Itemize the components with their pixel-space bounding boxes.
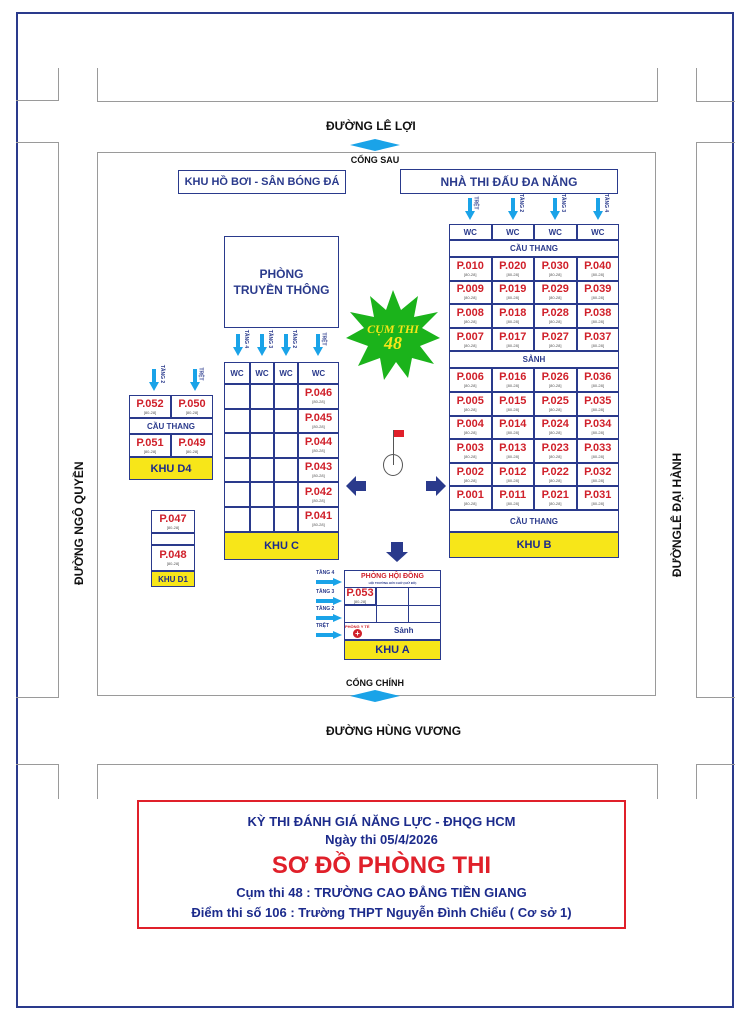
room-number: P.043 (304, 461, 333, 474)
room-number: P.011 (499, 489, 527, 502)
wc-cell (298, 362, 339, 384)
road-edge-south-block (97, 764, 658, 799)
floor-arrow-icon (233, 334, 243, 356)
room-capacity: [80-28] (353, 599, 367, 604)
khu-a-council: PHÒNG HỘI ĐỒNG (360, 573, 424, 580)
floor-label: TẦNG 4 (602, 193, 609, 213)
medical-room-label: PHÒNG Y TẾ (345, 624, 370, 629)
room-cell[interactable] (534, 463, 577, 487)
room-number: P.007 (456, 330, 484, 343)
room-number: P.002 (456, 465, 484, 478)
room-capacity: [80-28] (549, 295, 562, 301)
info-panel (137, 800, 626, 929)
floor-label: TẦNG 2 (316, 606, 335, 612)
room-number: P.051 (136, 436, 164, 449)
room-number: P.018 (499, 306, 527, 319)
room-number: P.049 (178, 436, 206, 449)
wc-cell (224, 362, 250, 384)
room-cell[interactable] (449, 439, 492, 463)
room-number: P.008 (456, 306, 484, 319)
room-number: P.052 (136, 397, 164, 410)
room-capacity: [80-28] (185, 409, 199, 415)
cluster-badge-line2: 48 (384, 333, 402, 353)
flag-icon (394, 430, 404, 437)
room-capacity: [80-28] (506, 295, 519, 301)
floor-label: TẦNG 2 (517, 193, 524, 213)
room-cell[interactable] (534, 257, 577, 281)
floor-arrow-icon (316, 631, 342, 639)
pool-area-label: KHU HỒ BƠI - SÂN BÓNG ĐÁ (178, 170, 346, 194)
floor-label: TRỆT (316, 623, 330, 629)
room-capacity: [80-28] (312, 399, 325, 405)
room-number: P.044 (304, 436, 333, 449)
room-cell[interactable] (171, 395, 213, 418)
room-number: P.047 (159, 512, 187, 525)
room-number: P.022 (541, 465, 569, 478)
room-number: P.012 (499, 465, 527, 478)
room-capacity: [80-28] (312, 522, 325, 528)
room-capacity: [80-28] (506, 383, 519, 389)
room-cell[interactable] (129, 395, 171, 418)
wc-label: WC (506, 227, 520, 237)
empty-cell (250, 433, 274, 458)
media-room-line1: PHÒNG (259, 267, 304, 281)
room-capacity: [80-28] (549, 406, 562, 412)
room-number: P.042 (304, 485, 333, 498)
lobby-label: SẢNH (449, 351, 619, 368)
room-capacity: [80-28] (591, 383, 604, 389)
room-number: P.039 (584, 283, 612, 296)
room-capacity: [80-28] (549, 318, 562, 324)
floor-label: TẦNG 3 (560, 193, 567, 213)
floor-label: TẦNG 2 (159, 364, 166, 384)
khu-a-building (344, 570, 441, 660)
room-capacity: [80-28] (464, 318, 477, 324)
floor-arrow-icon (316, 597, 342, 605)
arrow-right-icon (426, 476, 446, 496)
room-capacity: [80-28] (506, 501, 519, 507)
room-cell[interactable] (492, 368, 535, 392)
room-capacity: [80-28] (143, 448, 157, 454)
room-capacity: [80-28] (549, 342, 562, 348)
empty-cell (274, 409, 298, 434)
room-number: P.003 (456, 441, 484, 454)
room-number: P.034 (584, 418, 612, 431)
room-capacity: [80-28] (549, 271, 562, 277)
room-capacity: [80-28] (464, 501, 477, 507)
room-cell[interactable] (577, 439, 620, 463)
room-capacity: [80-28] (549, 383, 562, 389)
floor-label: TRỆT (320, 332, 327, 346)
room-capacity: [80-28] (464, 406, 477, 412)
arrow-down-icon (386, 542, 408, 562)
empty-cell (250, 482, 274, 507)
back-gate-label: CỔNG SAU (350, 155, 400, 165)
wc-cell (274, 362, 298, 384)
info-title: SƠ ĐỒ PHÒNG THI (271, 852, 492, 879)
room-number: P.038 (584, 306, 612, 319)
stairs-label: CẦU THANG (129, 418, 213, 434)
room-capacity: [80-28] (464, 453, 477, 459)
room-number: P.030 (541, 259, 569, 272)
empty-cell (250, 409, 274, 434)
media-room-line2: TRUYỀN THÔNG (233, 283, 330, 297)
wc-cell (534, 224, 577, 240)
empty-cell (274, 384, 298, 409)
room-cell[interactable] (577, 416, 620, 440)
floor-arrow-icon (316, 614, 342, 622)
room-cell[interactable] (129, 434, 171, 457)
khu-a-grid-h1 (344, 605, 441, 606)
floor-label: TẦNG 3 (267, 329, 274, 349)
room-number: P.046 (304, 387, 333, 400)
room-cell[interactable] (298, 458, 339, 483)
floor-arrow-icon (508, 198, 518, 220)
floor-arrow-icon (281, 334, 291, 356)
room-capacity: [80-28] (506, 318, 519, 324)
stairs-label: CẦU THANG (449, 240, 619, 257)
empty-cell (224, 433, 250, 458)
room-number: P.023 (541, 441, 569, 454)
room-capacity: [80-28] (591, 501, 604, 507)
room-number: P.037 (584, 330, 612, 343)
room-cell[interactable] (298, 409, 339, 434)
empty-cell (224, 384, 250, 409)
info-line5: Điểm thi số 106 : Trường THPT Nguyễn Đình Chiểu ( Cơ sở 1) (191, 905, 572, 920)
room-cell[interactable] (534, 439, 577, 463)
room-number: P.014 (499, 418, 527, 431)
empty-cell (250, 384, 274, 409)
room-number: P.005 (456, 394, 484, 407)
empty-cell (274, 433, 298, 458)
room-cell[interactable] (449, 281, 492, 305)
room-cell[interactable] (492, 439, 535, 463)
room-number: P.015 (499, 394, 527, 407)
room-number: P.053 (346, 587, 374, 599)
room-cell[interactable] (577, 304, 620, 328)
road-edge-nw-corner (58, 68, 59, 101)
room-cell[interactable] (534, 304, 577, 328)
room-capacity: [80-28] (549, 430, 562, 436)
room-number: P.040 (584, 259, 612, 272)
room-capacity: [80-28] (312, 423, 325, 429)
room-number: P.020 (499, 259, 527, 272)
room-capacity: [80-28] (166, 524, 180, 530)
khu-c-name: KHU C (224, 532, 339, 560)
room-capacity: [80-28] (312, 448, 325, 454)
room-cell[interactable] (577, 463, 620, 487)
khu-d1-name: KHU D1 (151, 571, 195, 587)
empty-cell (151, 533, 195, 545)
room-cell[interactable] (171, 434, 213, 457)
room-number: P.029 (541, 283, 569, 296)
street-east: ĐƯỜNGLÊ ĐẠI HÀNH (670, 452, 684, 577)
road-edge-north-block (97, 68, 658, 102)
empty-cell (274, 482, 298, 507)
info-line1: KỲ THI ĐÁNH GIÁ NĂNG LỰC - ĐHQG HCM (247, 814, 516, 829)
road-edge-south-left (16, 764, 59, 799)
room-capacity: [80-28] (464, 430, 477, 436)
room-cell[interactable] (449, 416, 492, 440)
floor-label: TẦNG 2 (291, 329, 298, 349)
floor-label: TẦNG 4 (243, 329, 250, 349)
room-number: P.050 (178, 397, 206, 410)
room-capacity: [80-28] (506, 477, 519, 483)
room-number: P.019 (499, 283, 527, 296)
room-capacity: [80-28] (143, 409, 157, 415)
room-number: P.028 (541, 306, 569, 319)
wc-cell (250, 362, 274, 384)
room-number: P.041 (304, 510, 333, 523)
floor-label: TẦNG 4 (316, 570, 335, 576)
khu-a-council-sub: HỘI TRƯỜNG ĐỜI CHỜ (GIỮ ĐỒ) (368, 581, 417, 585)
room-cell[interactable] (344, 587, 376, 605)
room-capacity: [80-28] (506, 271, 519, 277)
khu-d4-name: KHU D4 (129, 457, 213, 480)
room-number: P.006 (456, 371, 484, 384)
room-cell[interactable] (534, 328, 577, 352)
room-capacity: [80-28] (549, 477, 562, 483)
room-capacity: [80-28] (591, 271, 604, 277)
back-gate-arrow (350, 139, 400, 151)
room-number: P.025 (541, 394, 569, 407)
room-cell[interactable] (449, 304, 492, 328)
room-cell[interactable] (534, 416, 577, 440)
room-number: P.017 (499, 330, 527, 343)
info-line4: Cụm thi 48 : TRƯỜNG CAO ĐẲNG TIỀN GIANG (236, 885, 527, 900)
room-cell[interactable] (298, 433, 339, 458)
wc-cell (449, 224, 492, 240)
wc-label: WC (463, 227, 477, 237)
empty-cell (250, 458, 274, 483)
room-capacity: [80-28] (506, 342, 519, 348)
room-capacity: [80-28] (464, 271, 477, 277)
room-cell[interactable] (449, 368, 492, 392)
street-north: ĐƯỜNG LÊ LỢI (326, 119, 416, 133)
room-capacity: [80-28] (506, 453, 519, 459)
room-number: P.048 (159, 549, 187, 561)
room-cell[interactable] (298, 507, 339, 532)
khu-b-name: KHU B (449, 532, 619, 558)
cluster-badge-line1: CỤM THI (367, 322, 419, 336)
room-cell[interactable] (298, 384, 339, 409)
wc-label: WC (255, 368, 269, 378)
room-cell[interactable] (534, 281, 577, 305)
wc-label: WC (548, 227, 562, 237)
room-cell[interactable] (151, 545, 195, 571)
main-gate-label: CỔNG CHÍNH (346, 678, 404, 688)
room-capacity: [80-28] (464, 295, 477, 301)
floor-arrow-icon (593, 198, 603, 220)
empty-cell (274, 507, 298, 532)
wc-label: WC (591, 227, 605, 237)
room-cell[interactable] (449, 392, 492, 416)
room-number: P.021 (541, 489, 569, 502)
wc-label: WC (311, 368, 326, 378)
road-edge-west (16, 142, 59, 698)
room-number: P.036 (584, 371, 612, 384)
stairs-label: CẦU THANG (449, 510, 619, 532)
room-capacity: [80-28] (591, 406, 604, 412)
khu-d1-building (151, 510, 195, 587)
room-capacity: [80-28] (591, 453, 604, 459)
room-cell[interactable] (449, 463, 492, 487)
room-number: P.009 (456, 283, 484, 296)
floor-label: TẦNG 3 (316, 589, 335, 595)
floor-label: TRỆT (472, 196, 479, 210)
room-cell[interactable] (534, 486, 577, 510)
room-cell[interactable] (492, 416, 535, 440)
wc-cell (492, 224, 535, 240)
room-number: P.027 (541, 330, 569, 343)
khu-a-name: KHU A (344, 640, 441, 660)
room-cell[interactable] (577, 281, 620, 305)
khu-a-grid-h2 (344, 622, 441, 623)
room-capacity: [80-28] (591, 318, 604, 324)
room-cell[interactable] (534, 392, 577, 416)
street-west: ĐƯỜNG NGÔ QUYỀN (72, 461, 86, 585)
empty-cell (274, 458, 298, 483)
room-cell[interactable] (577, 257, 620, 281)
room-number: P.016 (499, 371, 527, 384)
room-number: P.035 (584, 394, 612, 407)
main-gate-arrow (350, 690, 400, 702)
floor-arrow-icon (316, 578, 342, 586)
room-number: P.032 (584, 465, 612, 478)
room-cell[interactable] (534, 368, 577, 392)
khu-c-building (224, 362, 339, 560)
floor-arrow-icon (149, 369, 159, 391)
room-capacity: [80-28] (464, 383, 477, 389)
room-number: P.013 (499, 441, 527, 454)
khu-b-building (449, 224, 619, 560)
room-capacity: [80-28] (591, 430, 604, 436)
room-cell[interactable] (449, 257, 492, 281)
empty-cell (224, 482, 250, 507)
empty-cell (250, 507, 274, 532)
wc-label: WC (279, 368, 293, 378)
medical-cross-icon: + (353, 629, 362, 638)
arrow-left-icon (346, 476, 366, 496)
room-number: P.010 (456, 259, 484, 272)
room-capacity: [80-28] (549, 453, 562, 459)
room-cell[interactable] (298, 482, 339, 507)
room-capacity: [80-28] (312, 473, 325, 479)
street-south: ĐƯỜNG HÙNG VƯƠNG (326, 724, 462, 738)
room-capacity: [80-28] (549, 501, 562, 507)
room-cell[interactable] (492, 328, 535, 352)
room-number: P.045 (304, 411, 333, 424)
room-cell[interactable] (151, 510, 195, 533)
room-number: P.004 (456, 418, 484, 431)
road-edge-north-right (696, 68, 735, 102)
room-cell[interactable] (492, 392, 535, 416)
room-number: P.033 (584, 441, 612, 454)
room-capacity: [80-28] (166, 561, 180, 566)
wc-cell (577, 224, 620, 240)
room-capacity: [80-28] (464, 342, 477, 348)
info-line2: Ngày thi 05/4/2026 (325, 832, 438, 847)
room-capacity: [80-28] (591, 477, 604, 483)
empty-cell (224, 409, 250, 434)
room-cell[interactable] (492, 281, 535, 305)
room-cell[interactable] (492, 486, 535, 510)
room-cell[interactable] (577, 368, 620, 392)
room-capacity: [80-28] (506, 406, 519, 412)
room-number: P.024 (541, 418, 569, 431)
floor-arrow-icon (257, 334, 267, 356)
room-capacity: [80-28] (506, 430, 519, 436)
floor-arrow-icon (550, 198, 560, 220)
room-capacity: [80-28] (591, 342, 604, 348)
road-edge-south-right (696, 764, 735, 799)
khu-a-lobby: Sảnh (394, 626, 414, 635)
khu-d4-building (129, 395, 213, 480)
room-capacity: [80-28] (312, 497, 325, 503)
road-edge-east (696, 142, 735, 698)
room-cell[interactable] (577, 328, 620, 352)
room-cell[interactable] (449, 486, 492, 510)
room-number: P.001 (456, 489, 484, 502)
room-capacity: [80-28] (185, 448, 199, 454)
room-capacity: [80-28] (591, 295, 604, 301)
room-cell[interactable] (577, 486, 620, 510)
room-cell[interactable] (492, 304, 535, 328)
road-edge-north-left (16, 100, 58, 101)
empty-cell (224, 507, 250, 532)
room-capacity: [80-28] (464, 477, 477, 483)
room-cell[interactable] (492, 463, 535, 487)
gym-label: NHÀ THI ĐẤU ĐA NĂNG (400, 169, 618, 194)
room-cell[interactable] (577, 392, 620, 416)
media-room (224, 236, 339, 328)
room-cell[interactable] (492, 257, 535, 281)
room-cell[interactable] (449, 328, 492, 352)
room-number: P.031 (584, 489, 612, 502)
room-number: P.026 (541, 371, 569, 384)
wc-label: WC (230, 368, 244, 378)
empty-cell (224, 458, 250, 483)
floor-label: TRỆT (197, 367, 204, 381)
